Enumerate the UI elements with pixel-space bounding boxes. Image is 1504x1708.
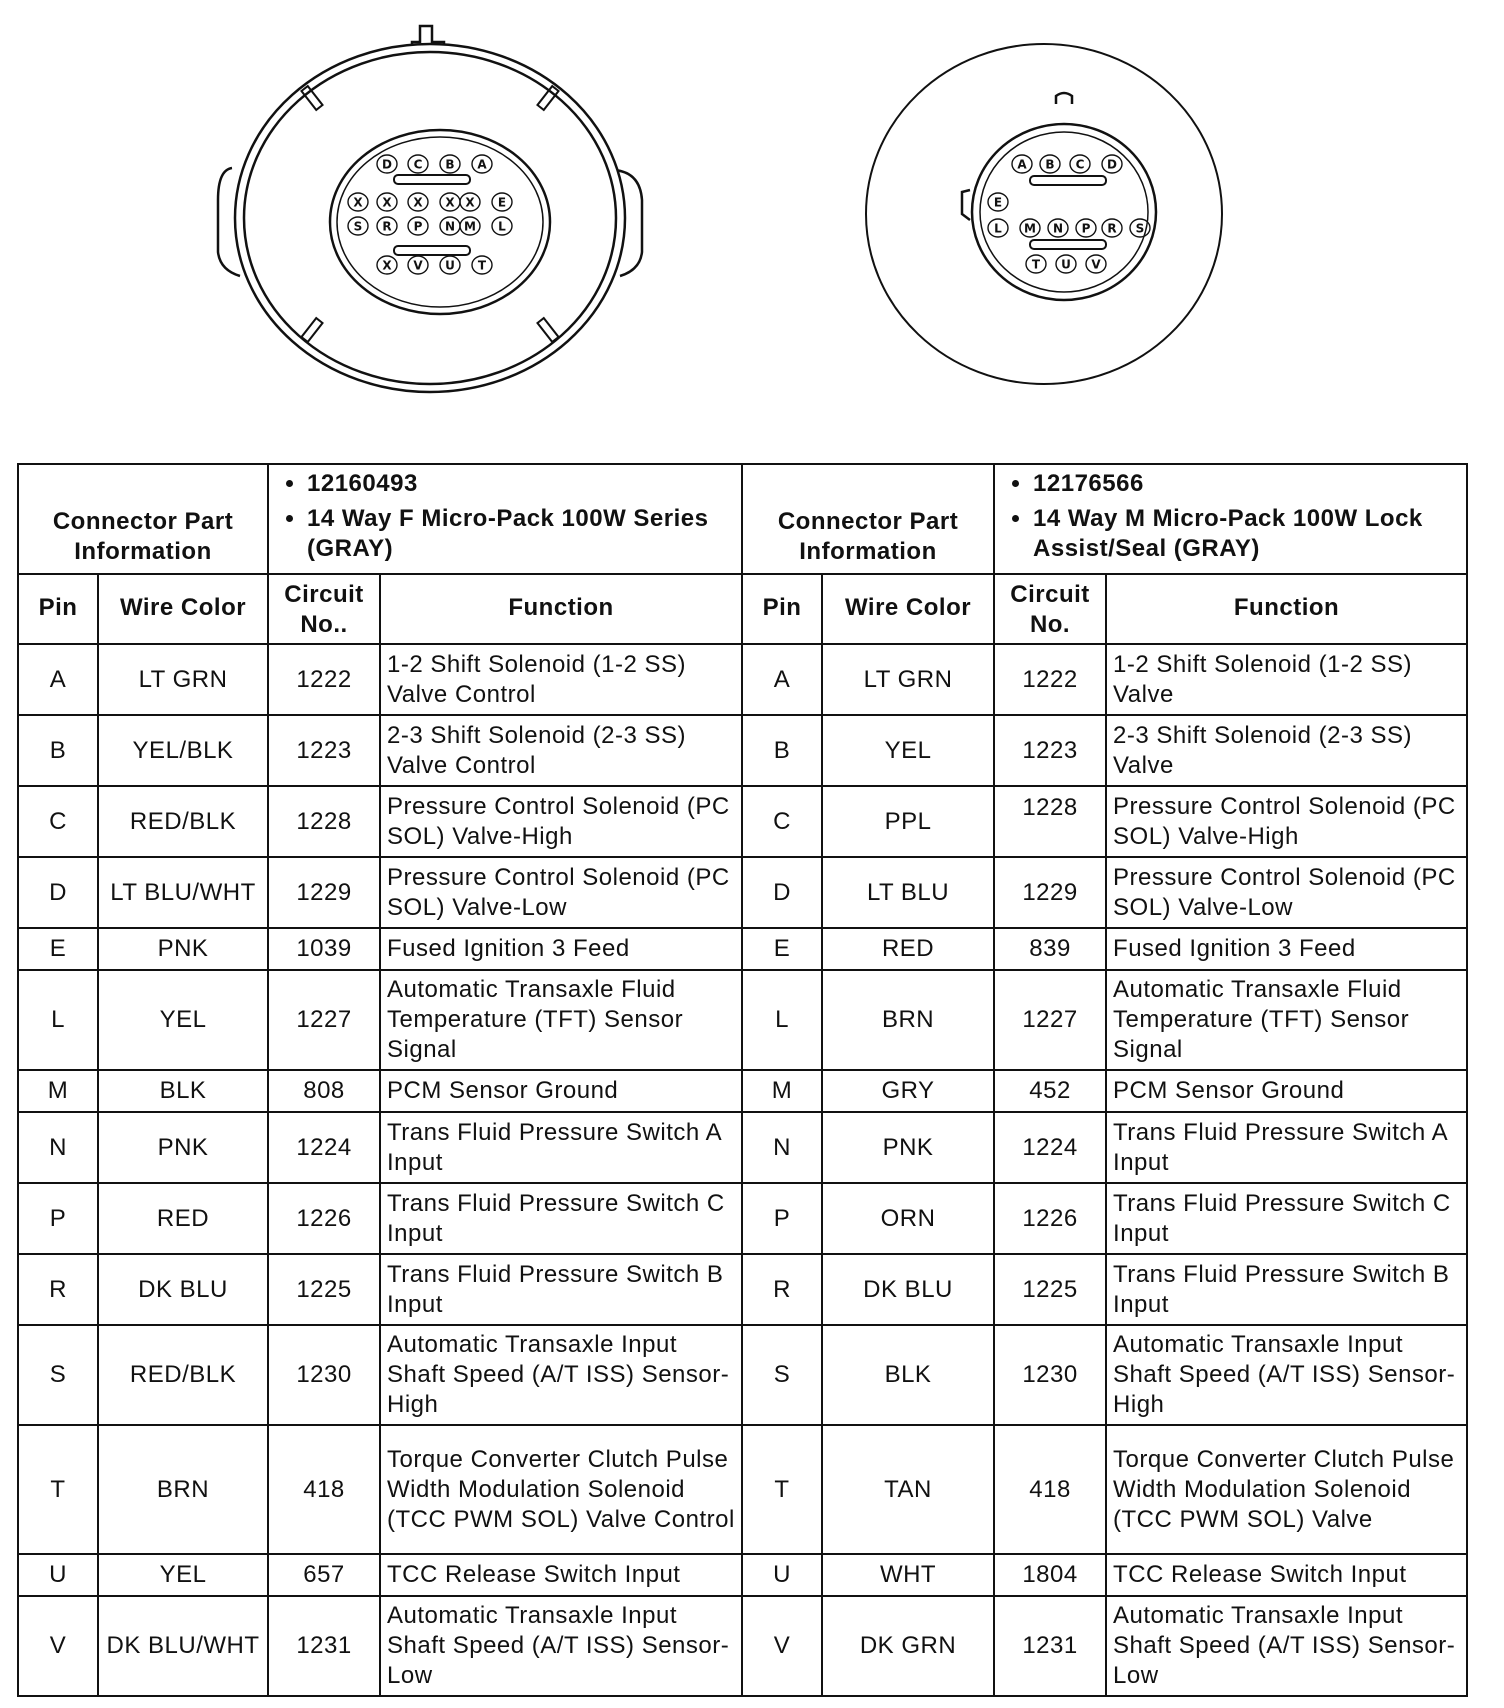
male-pin-label: A [1017, 157, 1027, 172]
connector-diagrams [0, 0, 1504, 440]
male-pin-label: B [1045, 157, 1055, 172]
col-header-function: Function [1106, 574, 1467, 644]
circuit-cell: 1230 [994, 1325, 1106, 1425]
pin-cell: E [18, 928, 98, 970]
circuit-cell: 1229 [994, 857, 1106, 928]
pin-cell: L [18, 970, 98, 1070]
wire-color-cell: DK BLU/WHT [98, 1596, 268, 1696]
table-row [18, 1254, 1467, 1325]
circuit-cell: 1227 [268, 970, 380, 1070]
female-pin-label: X [465, 195, 475, 210]
pin-cell: V [742, 1596, 822, 1696]
pin-cell: T [18, 1425, 98, 1554]
male-pin-label: N [1052, 221, 1064, 236]
circuit-cell: 418 [268, 1425, 380, 1554]
col-header-function: Function [380, 574, 742, 644]
circuit-cell: 1223 [268, 715, 380, 786]
table-row [18, 1325, 1467, 1425]
pin-cell: A [18, 644, 98, 715]
female-pin-label: D [382, 157, 392, 172]
table-row [18, 1070, 1467, 1112]
female-pin-label: L [498, 219, 506, 234]
wire-color-cell: LT BLU/WHT [98, 857, 268, 928]
pin-cell: A [742, 644, 822, 715]
table-row [18, 1112, 1467, 1183]
col-header-circuit: Circuit No. [994, 574, 1106, 644]
function-cell: Automatic Transaxle Fluid Temperature (TFT) Sensor Signal [1106, 970, 1467, 1070]
wire-color-cell: BRN [98, 1425, 268, 1554]
pin-cell: C [742, 786, 822, 857]
wire-color-cell: YEL [98, 1554, 268, 1596]
circuit-cell: 1222 [994, 644, 1106, 715]
pin-cell: S [742, 1325, 822, 1425]
wire-color-cell: GRY [822, 1070, 994, 1112]
wire-color-cell: RED/BLK [98, 786, 268, 857]
function-cell: Trans Fluid Pressure Switch A Input [1106, 1112, 1467, 1183]
circuit-cell: 839 [994, 928, 1106, 970]
pin-cell: P [18, 1183, 98, 1254]
female-pin-label: X [382, 195, 392, 210]
function-cell: Trans Fluid Pressure Switch A Input [380, 1112, 742, 1183]
wire-color-cell: BLK [98, 1070, 268, 1112]
right-connector-description: • 14 Way M Micro-Pack 100W Lock Assist/Seal (GRAY) [1033, 504, 1460, 564]
table-row [18, 970, 1467, 1070]
table-row [18, 1183, 1467, 1254]
right-part-number: • 12176566 [1033, 469, 1460, 499]
circuit-cell: 808 [268, 1070, 380, 1112]
female-pin-label: X [382, 258, 392, 273]
function-cell: Pressure Control Solenoid (PC SOL) Valve-High [380, 786, 742, 857]
female-pin-label: X [353, 195, 363, 210]
function-cell: Pressure Control Solenoid (PC SOL) Valve-Low [380, 857, 742, 928]
function-cell: Pressure Control Solenoid (PC SOL) Valve-Low [1106, 857, 1467, 928]
female-pin-label: B [445, 157, 455, 172]
male-connector-face [866, 44, 1222, 384]
male-pin-label: U [1061, 257, 1071, 272]
function-cell: Torque Converter Clutch Pulse Width Modulation Solenoid (TCC PWM SOL) Valve Control [380, 1425, 742, 1554]
function-cell: 2-3 Shift Solenoid (2-3 SS) Valve Control [380, 715, 742, 786]
circuit-cell: 1226 [994, 1183, 1106, 1254]
function-cell: Automatic Transaxle Input Shaft Speed (A/T ISS) Sensor-High [380, 1325, 742, 1425]
female-pin-label: M [464, 219, 476, 234]
table-row [18, 1554, 1467, 1596]
function-cell: TCC Release Switch Input [1106, 1554, 1467, 1596]
pin-cell: D [18, 857, 98, 928]
function-cell: Trans Fluid Pressure Switch C Input [1106, 1183, 1467, 1254]
pin-cell: R [18, 1254, 98, 1325]
wire-color-cell: RED/BLK [98, 1325, 268, 1425]
circuit-cell: 1224 [268, 1112, 380, 1183]
circuit-cell: 1223 [994, 715, 1106, 786]
function-cell: PCM Sensor Ground [1106, 1070, 1467, 1112]
right-connector-info [994, 464, 1467, 574]
pin-cell: U [18, 1554, 98, 1596]
male-pin-label: S [1135, 221, 1145, 236]
wire-color-cell: TAN [822, 1425, 994, 1554]
col-header-pin: Pin [742, 574, 822, 644]
left-connector-description: • 14 Way F Micro-Pack 100W Series (GRAY) [307, 504, 735, 564]
pin-cell: S [18, 1325, 98, 1425]
function-cell: Automatic Transaxle Input Shaft Speed (A/T ISS) Sensor-High [1106, 1325, 1467, 1425]
female-pin-label: X [413, 195, 423, 210]
circuit-cell: 1229 [268, 857, 380, 928]
pin-cell: M [742, 1070, 822, 1112]
male-pin-label: L [994, 221, 1002, 236]
wire-color-cell: YEL/BLK [98, 715, 268, 786]
pin-cell: P [742, 1183, 822, 1254]
wire-color-cell: LT GRN [822, 644, 994, 715]
connector-pinout-table [17, 463, 1468, 1697]
circuit-cell: 1225 [994, 1254, 1106, 1325]
pin-cell: B [18, 715, 98, 786]
circuit-cell: 1228 [994, 786, 1106, 857]
circuit-cell: 1231 [268, 1596, 380, 1696]
wire-color-cell: ORN [822, 1183, 994, 1254]
wire-color-cell: PPL [822, 786, 994, 857]
female-pin-label: X [445, 195, 455, 210]
function-cell: Fused Ignition 3 Feed [380, 928, 742, 970]
male-pin-label: R [1107, 221, 1117, 236]
pin-cell: T [742, 1425, 822, 1554]
function-cell: Pressure Control Solenoid (PC SOL) Valve-High [1106, 786, 1467, 857]
wire-color-cell: LT GRN [98, 644, 268, 715]
wire-color-cell: YEL [98, 970, 268, 1070]
wire-color-cell: BRN [822, 970, 994, 1070]
circuit-cell: 1224 [994, 1112, 1106, 1183]
pin-cell: V [18, 1596, 98, 1696]
col-header-wire-color: Wire Color [822, 574, 994, 644]
wire-color-cell: PNK [822, 1112, 994, 1183]
wire-color-cell: RED [822, 928, 994, 970]
wire-color-cell: RED [98, 1183, 268, 1254]
female-pin-label: V [413, 258, 423, 273]
function-cell: 1-2 Shift Solenoid (1-2 SS) Valve Control [380, 644, 742, 715]
circuit-cell: 1230 [268, 1325, 380, 1425]
male-pin-label: M [1024, 221, 1036, 236]
function-cell: Trans Fluid Pressure Switch B Input [1106, 1254, 1467, 1325]
pin-cell: B [742, 715, 822, 786]
wire-color-cell: DK BLU [822, 1254, 994, 1325]
pin-cell: N [742, 1112, 822, 1183]
female-connector-face [218, 26, 642, 392]
circuit-cell: 1225 [268, 1254, 380, 1325]
pin-cell: M [18, 1070, 98, 1112]
female-pin-label: N [444, 219, 456, 234]
function-cell: Torque Converter Clutch Pulse Width Modulation Solenoid (TCC PWM SOL) Valve [1106, 1425, 1467, 1554]
wire-color-cell: WHT [822, 1554, 994, 1596]
pin-cell: R [742, 1254, 822, 1325]
function-cell: Trans Fluid Pressure Switch B Input [380, 1254, 742, 1325]
left-part-number: • 12160493 [307, 469, 735, 499]
right-connector-label: Connector Part Information [742, 464, 994, 574]
pin-cell: N [18, 1112, 98, 1183]
connector-face-drawings [0, 0, 1504, 440]
col-header-circuit: Circuit No.. [268, 574, 380, 644]
pin-cell: L [742, 970, 822, 1070]
female-pin-label: C [413, 157, 423, 172]
male-pin-label: D [1107, 157, 1117, 172]
table-row [18, 1596, 1467, 1696]
function-cell: Trans Fluid Pressure Switch C Input [380, 1183, 742, 1254]
table-row [18, 644, 1467, 715]
wire-color-cell: LT BLU [822, 857, 994, 928]
female-pin-label: T [477, 258, 487, 273]
male-pin-label: T [1031, 257, 1041, 272]
col-header-pin: Pin [18, 574, 98, 644]
table-row [18, 1425, 1467, 1554]
wire-color-cell: PNK [98, 1112, 268, 1183]
wire-color-cell: DK GRN [822, 1596, 994, 1696]
male-pin-label: E [993, 195, 1003, 210]
circuit-cell: 1804 [994, 1554, 1106, 1596]
function-cell: 1-2 Shift Solenoid (1-2 SS) Valve [1106, 644, 1467, 715]
left-connector-label: Connector Part Information [18, 464, 268, 574]
wire-color-cell: DK BLU [98, 1254, 268, 1325]
function-cell: Automatic Transaxle Input Shaft Speed (A/T ISS) Sensor-Low [380, 1596, 742, 1696]
female-pin-label: A [477, 157, 487, 172]
wire-color-cell: BLK [822, 1325, 994, 1425]
wire-color-cell: YEL [822, 715, 994, 786]
table-row [18, 928, 1467, 970]
pin-cell: U [742, 1554, 822, 1596]
circuit-cell: 418 [994, 1425, 1106, 1554]
male-pin-label: V [1091, 257, 1101, 272]
table-row [18, 857, 1467, 928]
function-cell: 2-3 Shift Solenoid (2-3 SS) Valve [1106, 715, 1467, 786]
circuit-cell: 1227 [994, 970, 1106, 1070]
connector-info-row [18, 464, 1467, 574]
table-row [18, 715, 1467, 786]
function-cell: Fused Ignition 3 Feed [1106, 928, 1467, 970]
col-header-wire-color: Wire Color [98, 574, 268, 644]
circuit-cell: 1228 [268, 786, 380, 857]
wire-color-cell: PNK [98, 928, 268, 970]
circuit-cell: 1231 [994, 1596, 1106, 1696]
function-cell: Automatic Transaxle Fluid Temperature (TFT) Sensor Signal [380, 970, 742, 1070]
female-pin-label: E [497, 195, 507, 210]
female-pin-label: R [382, 219, 392, 234]
female-pin-label: S [353, 219, 363, 234]
male-pin-label: C [1075, 157, 1085, 172]
circuit-cell: 452 [994, 1070, 1106, 1112]
column-header-row [18, 574, 1467, 644]
function-cell: TCC Release Switch Input [380, 1554, 742, 1596]
table-row [18, 786, 1467, 857]
circuit-cell: 1222 [268, 644, 380, 715]
left-connector-info [268, 464, 742, 574]
pin-cell: D [742, 857, 822, 928]
pin-cell: E [742, 928, 822, 970]
function-cell: Automatic Transaxle Input Shaft Speed (A/T ISS) Sensor-Low [1106, 1596, 1467, 1696]
circuit-cell: 1039 [268, 928, 380, 970]
function-cell: PCM Sensor Ground [380, 1070, 742, 1112]
pin-cell: C [18, 786, 98, 857]
female-pin-label: P [413, 219, 423, 234]
circuit-cell: 657 [268, 1554, 380, 1596]
female-pin-label: U [445, 258, 455, 273]
male-pin-label: P [1081, 221, 1091, 236]
circuit-cell: 1226 [268, 1183, 380, 1254]
